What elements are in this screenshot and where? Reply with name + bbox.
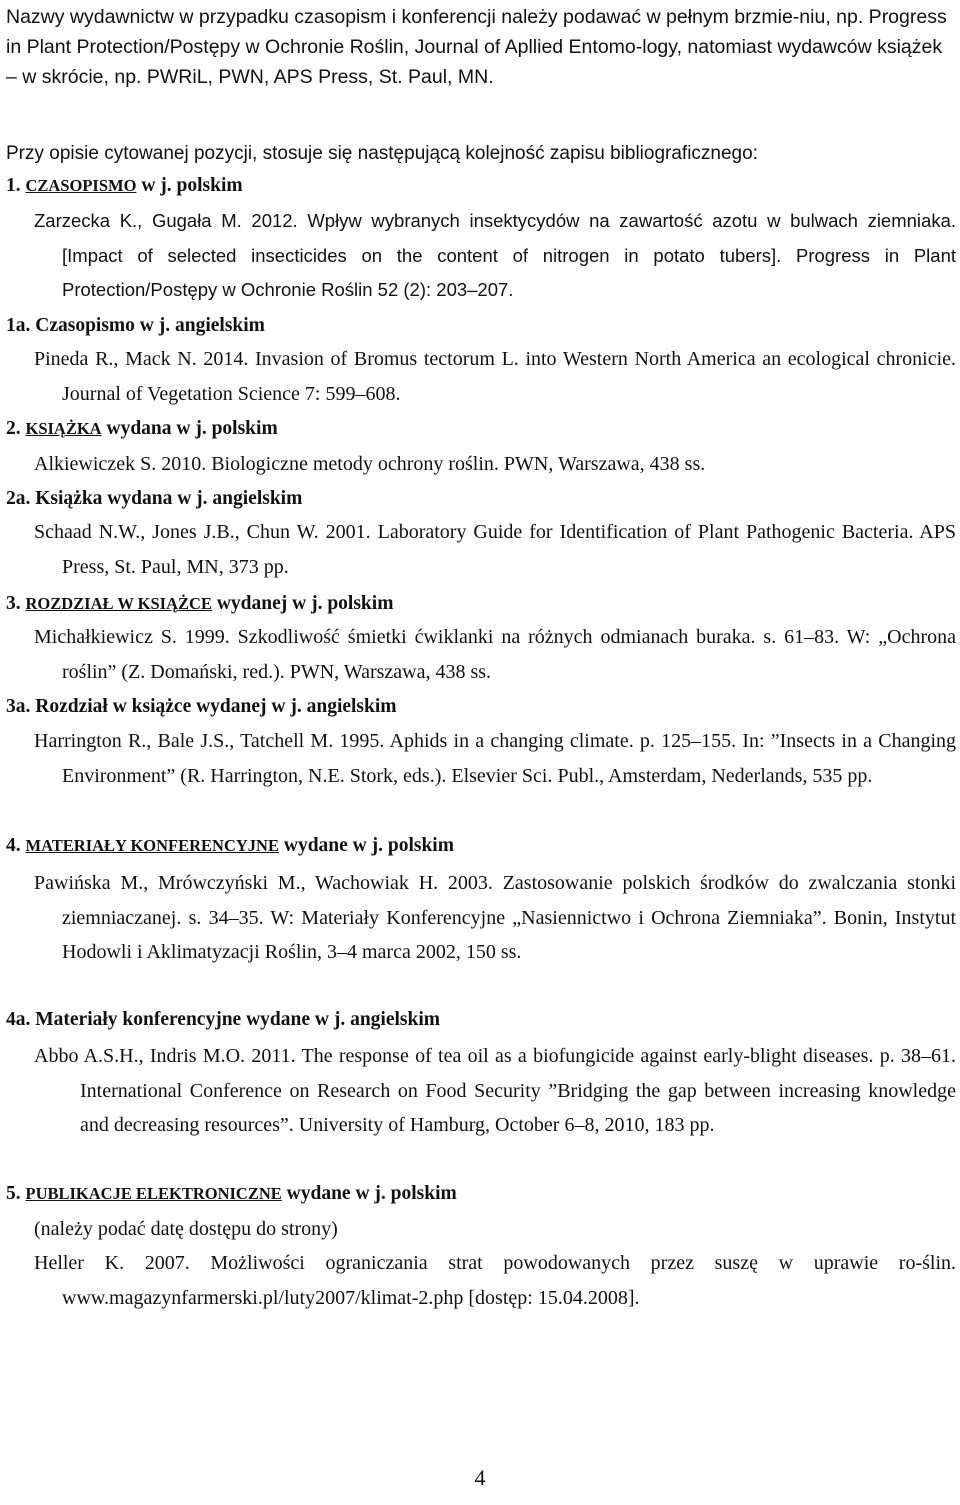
lead-sentence: Przy opisie cytowanej pozycji, stosuje się następującą kolejność zapisu bibliograficznego: — [6, 143, 758, 164]
section-num: 2. — [6, 418, 26, 439]
section-rest: wydane w j. polskim — [281, 1183, 457, 1204]
page-number: 4 — [474, 1465, 486, 1490]
section-keyword: KSIĄŻKA — [25, 419, 102, 438]
reference-2: Alkiewiczek S. 2010. Biologiczne metody ochrony roślin. PWN, Warszawa, 438 ss. — [34, 453, 706, 475]
section-3-heading — [6, 590, 393, 618]
section-keyword: ROZDZIAŁ W KSIĄŻCE — [25, 594, 212, 613]
section-num: 4. — [6, 835, 26, 856]
section-4-heading — [6, 832, 454, 860]
section-keyword: PUBLIKACJE ELEKTRONICZNE — [25, 1184, 282, 1203]
section-rest: wydana w j. polskim — [101, 418, 278, 439]
section-2-heading — [6, 415, 278, 443]
reference-1: Zarzecka K., Gugała M. 2012. Wpływ wybranych insektycydów na zawartość azotu w bulwach ziemniaka. [Impact of selected insecticides on the content of nitrogen in potato tubers]. Progress in Plant Protection/Postępy w Ochronie Roślin 52 (2): 203–207. — [34, 210, 956, 300]
section-4a-heading: 4a. Materiały konferencyjne wydane w j. angielskim — [6, 1009, 441, 1030]
reference-3a: Harrington R., Bale J.S., Tatchell M. 1995. Aphids in a changing climate. p. 125–155. In: ”Insects in a Changing Environment” (R. Harrington, N.E. Stork, eds.). Elsevier Sci. Publ., Amsterdam, Nederlands, 535 pp. — [34, 730, 956, 787]
reference-4a: Abbo A.S.H., Indris M.O. 2011. The response of tea oil as a biofungicide against early-blight diseases. p. 38–61. International Conference on Research on Food Security ”Bridging the gap between increasing knowledge and decreasing resources”. University of Hamburg, October 6–8, 2010, 183 pp. — [34, 1045, 956, 1136]
intro-paragraph: Nazwy wydawnictw w przypadku czasopism i konferencji należy podawać w pełnym brzmie-niu, np. Progress in Plant Protection/Postępy w Ochronie Roślin, Journal of Apllied Entomo-logy, natomiast wydawców książek – w skrócie, np. PWRiL, PWN, APS Press, St. Paul, MN. — [6, 6, 947, 88]
section-num: 3. — [6, 593, 26, 614]
reference-4: Pawińska M., Mrówczyński M., Wachowiak H. 2003. Zastosowanie polskich środków do zwalczania stonki ziemniaczanej. s. 34–35. W: Materiały Konferencyjne „Nasiennictwo i Ochrona Ziemniaka”. Bonin, Instytut Hodowli i Aklimatyzacji Roślin, 3–4 marca 2002, 150 ss. — [34, 872, 956, 963]
section-1a-heading: 1a. Czasopismo w j. angielskim — [6, 315, 265, 336]
section-3a-heading: 3a. Rozdział w książce wydanej w j. angielskim — [6, 696, 397, 717]
section-2a-heading: 2a. Książka wydana w j. angielskim — [6, 488, 303, 509]
reference-3: Michałkiewicz S. 1999. Szkodliwość śmietki ćwiklanki na różnych odmianach buraka. s. 61–83. W: „Ochrona roślin” (Z. Domański, red.). PWN, Warszawa, 438 ss. — [34, 626, 956, 683]
section-keyword: MATERIAŁY KONFERENCYJNE — [25, 836, 279, 855]
section-5-heading — [6, 1180, 457, 1208]
section-num: 1. — [6, 175, 26, 196]
section-1-heading — [6, 172, 243, 200]
section-keyword: CZASOPISMO — [25, 176, 137, 195]
section-rest: w j. polskim — [136, 175, 243, 196]
reference-1a: Pineda R., Mack N. 2014. Invasion of Bromus tectorum L. into Western North America an ecological chronicie. Journal of Vegetation Science 7: 599–608. — [34, 348, 956, 405]
section-rest: wydanej w j. polskim — [211, 593, 394, 614]
reference-2a: Schaad N.W., Jones J.B., Chun W. 2001. Laboratory Guide for Identification of Plant Pathogenic Bacteria. APS Press, St. Paul, MN, 373 pp. — [34, 521, 956, 578]
section-5-note: (należy podać datę dostępu do strony) — [34, 1218, 338, 1240]
section-num: 5. — [6, 1183, 26, 1204]
section-rest: wydane w j. polskim — [278, 835, 454, 856]
reference-5: Heller K. 2007. Możliwości ograniczania strat powodowanych przez suszę w uprawie ro-ślin. www.magazynfarmerski.pl/luty2007/klimat-2.php [dostęp: 15.04.2008]. — [34, 1252, 956, 1309]
